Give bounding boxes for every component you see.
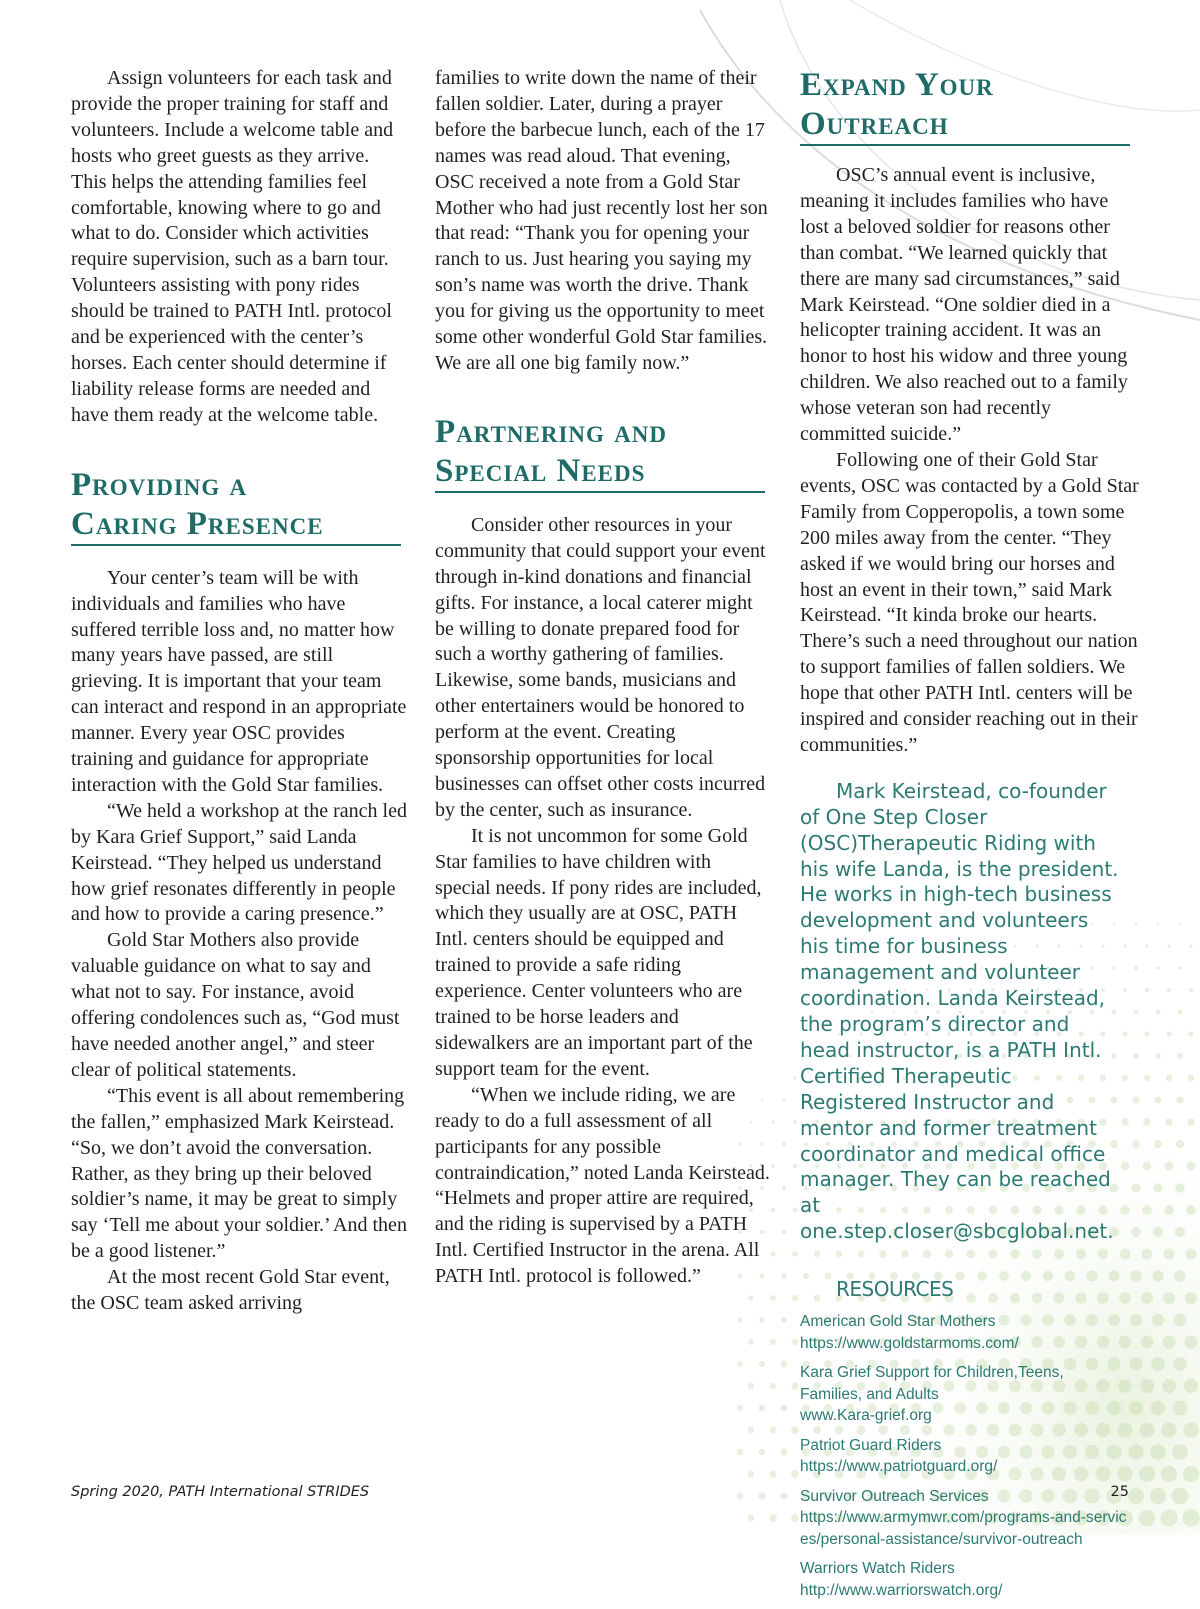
resource-item	[800, 1486, 1140, 1551]
paragraph: It is not uncommon for some Gold Star families to have children with special needs. If pony rides are included, which they usually are at OSC, PATH Intl. centers should be equipped and trained to provide a safe riding experience. Center volunteers who are trained to be horse leaders and sidewalkers are an important part of the support team for the event.	[435, 824, 762, 1080]
halftone-dot	[1145, 944, 1148, 947]
halftone-dot	[1150, 1444, 1166, 1460]
halftone-dot	[1163, 1292, 1175, 1304]
halftone-dot	[1176, 1096, 1183, 1103]
footer-publication: Spring 2020, PATH International STRIDES	[71, 1484, 370, 1500]
halftone-dot	[748, 1427, 754, 1433]
resources-title: RESOURCES	[836, 1277, 954, 1302]
resource-item	[800, 1435, 1140, 1478]
halftone-dot	[1156, 1010, 1161, 1015]
paragraph: OSC’s annual event is inclusive, meaning it includes families who have lost a beloved soldier for reasons other than combat. “We learned quickly that there are many sad circumstances,” said Mark Keirstead. “One soldier died in a helicopter training accident. It was an honor to host his widow and three young children. We also reached out to a family whose veteran son had recently committed suicide.”	[800, 164, 1128, 446]
resource-item	[800, 1558, 1140, 1601]
paragraph: At the most recent Gold Star event, the OSC team asked arriving	[71, 1266, 390, 1315]
halftone-dot	[1152, 1270, 1163, 1281]
halftone-dot	[1141, 1292, 1153, 1304]
heading-line: Partnering and	[435, 413, 668, 450]
halftone-dot	[1139, 1466, 1155, 1482]
halftone-dot	[1172, 1488, 1189, 1505]
halftone-dot	[1153, 1183, 1162, 1192]
heading-line: Expand Your	[800, 67, 994, 103]
halftone-dot	[771, 1208, 776, 1213]
column-2	[435, 66, 771, 1290]
column-1	[71, 66, 407, 1317]
halftone-dot	[1160, 1509, 1177, 1526]
halftone-dot	[1172, 1444, 1188, 1460]
paragraph: Gold Star Mothers also provide valuable guidance on what to say and what not to say. For instance, avoid offering condolences such as, “God must have needed another angel,” and steer clear of political statements.	[71, 929, 400, 1081]
resource-item	[800, 1362, 1140, 1427]
halftone-dot	[1174, 1270, 1186, 1282]
halftone-dot	[783, 1099, 786, 1102]
halftone-dot	[1144, 1031, 1149, 1036]
halftone-dot	[1139, 1510, 1156, 1527]
halftone-dot	[771, 1164, 775, 1168]
halftone-dot	[769, 1470, 776, 1477]
halftone-dot	[1150, 1488, 1167, 1505]
halftone-dot	[791, 1470, 799, 1478]
halftone-dot	[1161, 1422, 1176, 1437]
resources-box	[800, 1277, 1140, 1601]
paragraph: Consider other resources in your community that could support your event through in-kind donations and financial gifts. For instance, a local caterer might be willing to donate prepared food for such a worthy gathering of families. Likewise, some bands, musicians and other entertainers would be honored to perform at the event. Creating sponsorship opportunities for local businesses can offset other costs incurred by the center, such as insurance.	[435, 513, 766, 821]
section-heading-partnering	[435, 413, 765, 493]
halftone-dot	[794, 1077, 797, 1080]
resource-name: Patriot Guard Riders	[800, 1436, 942, 1454]
halftone-dot	[1184, 1379, 1198, 1393]
halftone-dot	[759, 1317, 765, 1323]
halftone-dot	[1162, 1379, 1176, 1393]
halftone-dot	[780, 1448, 787, 1455]
halftone-dot	[1145, 988, 1149, 992]
halftone-dot	[748, 1295, 753, 1300]
paragraph: “We held a workshop at the ranch led by Kara Grief Support,” said Landa Keirstead. “They helped us understand how grief resonates differently in people and how to provide a caring presence.”	[71, 799, 407, 926]
halftone-dot	[1142, 1205, 1152, 1215]
resource-item	[800, 1311, 1140, 1354]
halftone-dot	[1142, 1249, 1153, 1260]
halftone-dot	[1166, 1031, 1171, 1036]
author-bio: Mark Keirstead, co-founder of One Step Closer (OSC)Therapeutic Riding with his wife Landa, is the president. He works in high-tech business development and volunteers his time for business management and volunteer coordination. Landa Keirstead, the program’s director and head instructor, is a PATH Intl. Certified Therapeutic Registered Instructor and mentor and former treatment coordinator and medical office manager. They can be reached at one.step.closer@sbcglobal.net.	[800, 778, 1119, 1244]
halftone-dot	[782, 1142, 786, 1146]
halftone-dot	[1174, 1314, 1187, 1327]
halftone-dot	[1152, 1314, 1165, 1327]
column-3	[800, 66, 1140, 1609]
paragraph: Assign volunteers for each task and provide the proper training for staff and volunteers. Include a welcome table and hosts who greet guests as they arrive. This helps the attending families feel comfortable, knowing where to go and what to do. Consider which activities require supervision, such as a barn tour. Volunteers assisting with pony rides should be trained to PATH Intl. protocol and be experienced with the center’s horses. Each center should determine if liability release forms are needed and have them ready at the welcome table.	[71, 67, 394, 426]
halftone-dot	[1189, 988, 1193, 992]
section-heading-outreach	[800, 66, 1130, 146]
halftone-dot	[748, 1471, 755, 1478]
halftone-dot	[1179, 923, 1182, 926]
paragraph: families to write down the name of their fallen soldier. Later, during a prayer before the barbecue lunch, each of the 17 names was read aloud. That evening, OSC received a note from a Gold Star Mother who had just recently lost her son that read: “Thank you for opening your ranch to us. Just hearing you saying my son’s name was worth the drive. Thank you for giving us the opportunity to meet some other wonderful Gold Star families. We are all one big family now.”	[435, 67, 768, 374]
halftone-dot	[1165, 1118, 1173, 1126]
halftone-dot	[1156, 966, 1160, 970]
halftone-dot	[737, 1405, 743, 1411]
resource-link[interactable]: https://www.patriotguard.org/	[800, 1458, 998, 1476]
halftone-dot	[1186, 1205, 1196, 1215]
halftone-dot	[770, 1295, 776, 1301]
halftone-dot	[1157, 923, 1160, 926]
page-number: 25	[1110, 1484, 1129, 1500]
halftone-dot	[1187, 1118, 1195, 1126]
halftone-dot	[1187, 1162, 1196, 1171]
halftone-dot	[1162, 1335, 1175, 1348]
halftone-dot	[793, 1208, 798, 1213]
halftone-dot	[1153, 1227, 1163, 1237]
halftone-dot	[792, 1251, 798, 1257]
resource-name: Warriors Watch Riders	[800, 1560, 955, 1578]
halftone-dot	[1154, 1140, 1162, 1148]
halftone-dot	[1151, 1357, 1165, 1371]
halftone-dot	[1176, 1140, 1184, 1148]
halftone-dot	[771, 1120, 774, 1123]
heading-line: Caring Presence	[71, 505, 401, 546]
halftone-dot	[1186, 1249, 1197, 1260]
paragraph: Your center’s team will be with individuals and families who have suffered terrible loss and, no matter how many years have passed, are still grieving. It is important that your team can interact and respond in an appropriate manner. Every year OSC provides training and guidance for appropriate interaction with the Gold Star families.	[71, 566, 407, 796]
halftone-dot	[792, 1339, 799, 1346]
paragraph: “This event is all about remembering the fallen,” emphasized Mark Keirstead. “So, we don’t avoid the conversation. Rather, as they bring up their beloved soldier’s name, it may be great to simply say ‘Tell me about your soldier.’ And then be a good listener.”	[71, 1084, 407, 1263]
halftone-dot	[748, 1339, 754, 1345]
halftone-dot	[1189, 944, 1192, 947]
halftone-dot	[769, 1514, 776, 1521]
halftone-dot	[759, 1449, 766, 1456]
halftone-dot	[1140, 1379, 1154, 1393]
halftone-dot	[748, 1515, 755, 1522]
halftone-dot	[1143, 1162, 1152, 1171]
halftone-dot	[781, 1229, 786, 1234]
halftone-dot	[1178, 966, 1182, 970]
halftone-dot	[1175, 1183, 1184, 1192]
halftone-dot	[791, 1382, 798, 1389]
halftone-dot	[1184, 1335, 1197, 1348]
resource-link[interactable]: www.Kara-grief.org	[800, 1407, 932, 1425]
halftone-dot	[780, 1492, 788, 1500]
halftone-dot	[1165, 1162, 1174, 1171]
halftone-dot	[770, 1427, 777, 1434]
halftone-dot	[1161, 1466, 1177, 1482]
halftone-dot	[759, 1493, 766, 1500]
halftone-dot	[1143, 1118, 1151, 1126]
halftone-dot	[1183, 1466, 1199, 1482]
halftone-dot	[770, 1339, 776, 1345]
halftone-dot	[770, 1383, 777, 1390]
halftone-dot	[1164, 1205, 1174, 1215]
resource-name: Survivor Outreach Services	[800, 1487, 989, 1505]
paragraph: Following one of their Gold Star events, OSC was contacted by a Gold Star Family from Copperopolis, a town some 200 miles away from the center. “They asked if we would bring our horses and host an event in their town,” said Mark Keirstead. “It kinda broke our hearts. There’s such a need throughout our nation to support families of fallen soldiers. We hope that other PATH Intl. centers will be inspired and consider reaching out in their communities.”	[800, 448, 1139, 756]
section-heading-caring-presence	[71, 466, 401, 546]
halftone-dot	[737, 1493, 743, 1499]
halftone-dot	[781, 1361, 788, 1368]
halftone-dot	[737, 1449, 743, 1455]
halftone-dot	[1141, 1336, 1154, 1349]
resource-link[interactable]: https://www.armymwr.com/programs-and-services/personal-assistance/survivor-outreach	[800, 1509, 1127, 1548]
halftone-dot	[793, 1164, 797, 1168]
halftone-dot	[1140, 1423, 1155, 1438]
halftone-dot	[1175, 1227, 1185, 1237]
halftone-dot	[782, 1186, 786, 1190]
halftone-dot	[1183, 1422, 1198, 1437]
halftone-dot	[780, 1404, 787, 1411]
halftone-dot	[770, 1251, 775, 1256]
halftone-dot	[1155, 1053, 1161, 1059]
halftone-dot	[1173, 1401, 1188, 1416]
halftone-dot	[1182, 1509, 1200, 1527]
halftone-dot	[737, 1317, 742, 1322]
halftone-dot	[1178, 1010, 1183, 1015]
halftone-dot	[1166, 1075, 1173, 1082]
resource-link[interactable]: https://www.goldstarmoms.com/	[800, 1334, 1019, 1352]
heading-line: Outreach	[800, 105, 1130, 146]
halftone-dot	[793, 1120, 797, 1124]
halftone-dot	[792, 1295, 798, 1301]
halftone-dot	[781, 1317, 787, 1323]
resource-name: Kara Grief Support for Children,Teens, Families, and Adults	[800, 1364, 1064, 1403]
halftone-dot	[791, 1514, 799, 1522]
halftone-dot	[1164, 1249, 1175, 1260]
halftone-dot	[1155, 1097, 1162, 1104]
halftone-dot	[748, 1383, 754, 1389]
halftone-dot	[1167, 988, 1171, 992]
halftone-dot	[1144, 1075, 1150, 1081]
halftone-dot	[759, 1405, 766, 1412]
halftone-dot	[1173, 1357, 1187, 1371]
heading-line: Providing a	[71, 466, 248, 503]
resource-name: American Gold Star Mothers	[800, 1313, 996, 1331]
halftone-dot	[759, 1361, 765, 1367]
heading-line: Special Needs	[435, 452, 765, 493]
halftone-dot	[1167, 944, 1170, 947]
halftone-dot	[1151, 1401, 1166, 1416]
halftone-dot	[781, 1273, 787, 1279]
halftone-dot	[1185, 1292, 1197, 1304]
paragraph: “When we include riding, we are ready to do a full assessment of all participants for any possible contraindication,” noted Landa Keirstead. “Helmets and proper attire are required, and the riding is supervised by a PATH Intl. Certified Instructor in the arena. All PATH Intl. protocol is followed.”	[435, 1083, 770, 1288]
halftone-dot	[791, 1426, 799, 1434]
halftone-dot	[737, 1361, 743, 1367]
halftone-dot	[1177, 1053, 1183, 1059]
resource-link[interactable]: http://www.warriorswatch.org/	[800, 1581, 1003, 1599]
halftone-dot	[1188, 1075, 1195, 1082]
halftone-dot	[1188, 1031, 1193, 1036]
